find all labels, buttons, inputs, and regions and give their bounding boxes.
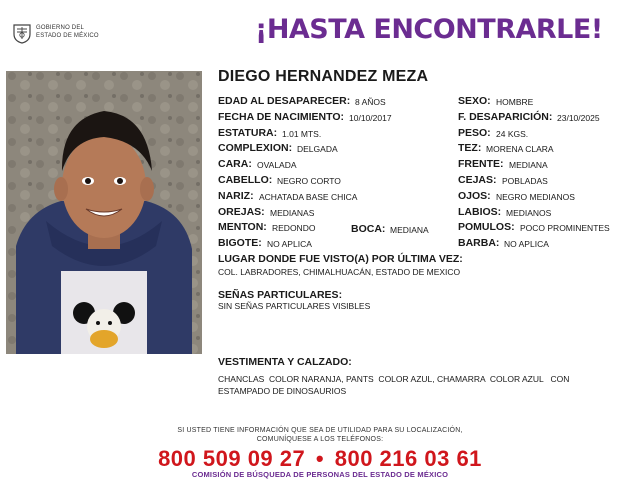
- left-field-label: COMPLEXION:: [218, 142, 293, 155]
- right-field-value: POCO PROMINENTES: [520, 223, 610, 234]
- headline: ¡HASTA ENCONTRARLE!: [255, 14, 603, 45]
- left-field-label: OREJAS:: [218, 205, 265, 218]
- right-field-value: 23/10/2025: [557, 112, 600, 123]
- government-logo: [12, 22, 132, 48]
- right-field-value: 24 KGS.: [496, 128, 529, 139]
- left-field-label: CABELLO:: [218, 174, 273, 186]
- phone-separator: •: [315, 446, 325, 471]
- last-seen-value: COL. LABRADORES, CHIMALHUACÁN, ESTADO DE MEXICO: [218, 267, 461, 277]
- last-seen-label: LUGAR DONDE FUE VISTO(A) POR ÚLTIMA VEZ:: [218, 253, 463, 265]
- phone-2[interactable]: 800 216 03 61: [334, 446, 482, 471]
- left-field-value: NEGRO CORTO: [277, 176, 341, 186]
- boy-portrait-image: [6, 71, 202, 354]
- left-field-value: 8 AÑOS: [355, 97, 386, 107]
- marks-label: SEÑAS PARTICULARES:: [218, 289, 343, 301]
- right-field-label: F. DESAPARICIÓN:: [458, 110, 553, 123]
- government-name: [36, 25, 99, 40]
- left-field-label: NARIZ:: [218, 189, 254, 202]
- left-field-label: EDAD AL DESAPARECER:: [218, 95, 351, 107]
- contact-instructions: [160, 426, 480, 444]
- phone-numbers: [0, 446, 640, 472]
- right-field-value: HOMBRE: [496, 97, 534, 107]
- info-line-1: SI USTED TIENE INFORMACIÓN QUE SEA DE UTILIDAD PARA SU LOCALIZACIÓN,: [177, 427, 463, 434]
- left-field-value: MEDIANAS: [270, 207, 315, 218]
- field-value-boca: MEDIANA: [390, 225, 429, 235]
- field-label-boca: BOCA:: [351, 223, 386, 235]
- phone-1[interactable]: 800 509 09 27: [158, 446, 306, 471]
- left-field-label: ESTATURA:: [218, 126, 278, 139]
- coat-of-arms-icon: [12, 22, 32, 44]
- clothes-label: VESTIMENTA Y CALZADO:: [218, 356, 352, 368]
- person-name: DIEGO HERNANDEZ MEZA: [218, 68, 429, 85]
- right-field-label: OJOS:: [458, 189, 491, 202]
- clothes-line-1: CHANCLAS COLOR NARANJA, PANTS COLOR AZUL, CHAMARRA COLOR AZUL CON: [218, 374, 570, 384]
- right-field-label: CEJAS:: [458, 174, 497, 186]
- left-field-value: 10/10/2017: [349, 112, 392, 123]
- right-field-value: NEGRO MEDIANOS: [496, 191, 575, 202]
- right-field-label: SEXO:: [458, 95, 491, 107]
- right-field-label: LABIOS:: [458, 205, 502, 218]
- right-field-value: MEDIANOS: [506, 207, 552, 218]
- right-field-value: NO APLICA: [504, 239, 549, 250]
- right-field-value: POBLADAS: [502, 176, 548, 186]
- right-field-label: FRENTE:: [458, 158, 504, 171]
- left-field-value: 1.01 MTS.: [282, 128, 322, 139]
- right-field-value: MEDIANA: [509, 160, 548, 171]
- clothes-line-2: ESTAMPADO DE DINOSAURIOS: [218, 386, 347, 396]
- left-field-value: OVALADA: [257, 160, 297, 171]
- commission-name: COMISIÓN DE BÚSQUEDA DE PERSONAS DEL ESTADO DE MÉXICO: [191, 470, 449, 479]
- left-field-label: MENTON:: [218, 221, 267, 234]
- right-field-label: BARBA:: [458, 237, 500, 250]
- marks-value: SIN SEÑAS PARTICULARES VISIBLES: [218, 301, 371, 311]
- left-field-value: ACHATADA BASE CHICA: [259, 191, 358, 202]
- left-field-value: DELGADA: [297, 144, 338, 155]
- left-field-label: FECHA DE NACIMIENTO:: [218, 110, 344, 123]
- gov-line-1: GOBIERNO DEL: [36, 25, 85, 31]
- right-field-label: POMULOS:: [458, 221, 515, 234]
- left-field-value: REDONDO: [272, 223, 316, 234]
- left-field-value: NO APLICA: [267, 239, 312, 250]
- left-field-label: BIGOTE:: [218, 237, 262, 250]
- left-field-label: CARA:: [218, 158, 252, 171]
- right-field-label: TEZ:: [458, 142, 482, 155]
- right-field-label: PESO:: [458, 126, 491, 139]
- gov-line-2: ESTADO DE MÉXICO: [36, 32, 99, 39]
- missing-person-photo: [6, 71, 202, 354]
- info-line-2: COMUNÍQUESE A LOS TELÉFONOS:: [256, 436, 384, 443]
- right-field-value: MORENA CLARA: [486, 144, 554, 155]
